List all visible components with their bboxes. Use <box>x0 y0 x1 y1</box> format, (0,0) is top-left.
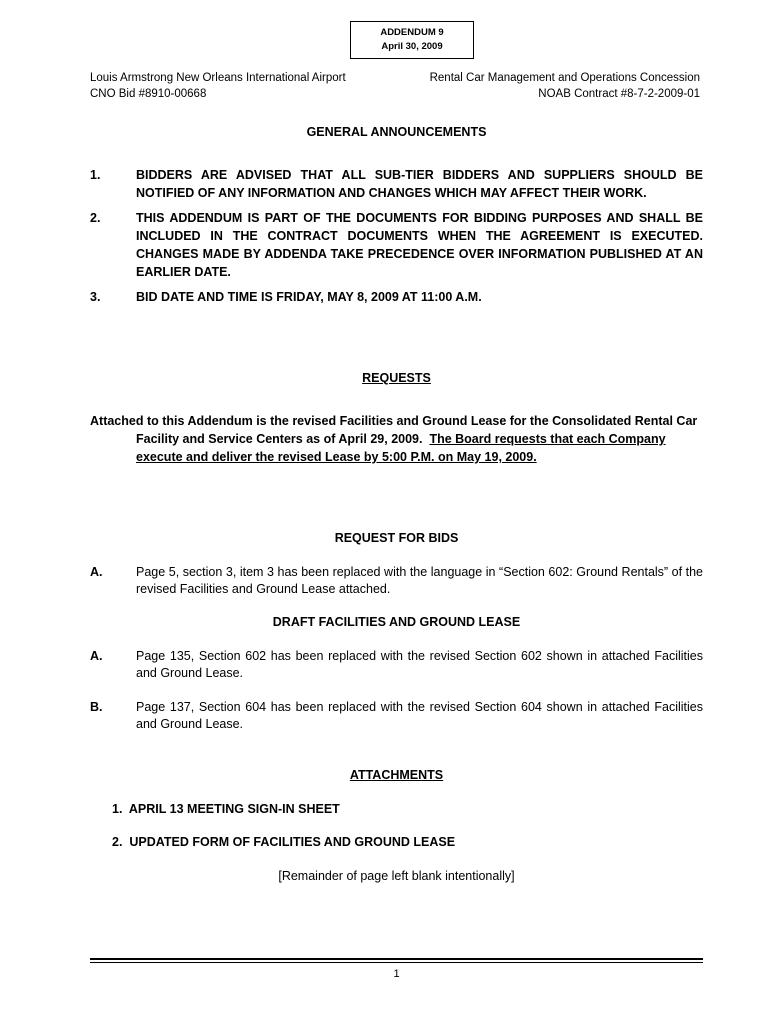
header-left <box>90 70 346 102</box>
requests-paragraph <box>90 412 703 466</box>
requests-line-2-underlined: The Board requests that each Company <box>429 432 666 446</box>
addendum-number: ADDENDUM 9 <box>380 27 444 38</box>
requests-title: REQUESTS <box>362 371 431 385</box>
header-right <box>430 70 700 102</box>
draft-lease-title: DRAFT FACILITIES AND GROUND LEASE <box>272 615 521 629</box>
general-item-2-num: 2. <box>90 211 101 225</box>
general-item-3-num: 3. <box>90 290 101 304</box>
draft-item-b-letter: B. <box>90 700 103 714</box>
rfb-item-a-text: Page 5, section 3, item 3 has been replaced with the language in “Section 602: Ground Rentals” of the revised Facilities and Ground Lease attached. <box>136 565 703 596</box>
general-announcements-title: GENERAL ANNOUNCEMENTS <box>306 125 487 139</box>
contract-number: NOAB Contract #8-7-2-2009-01 <box>538 88 700 100</box>
concession-name: Rental Car Management and Operations Concession <box>429 72 700 84</box>
draft-item-a-letter: A. <box>90 649 103 663</box>
addendum-box <box>350 21 474 59</box>
requests-line-2 <box>90 430 703 448</box>
blank-page-note: [Remainder of page left blank intentionally] <box>278 869 515 883</box>
requests-line-3: execute and deliver the revised Lease by 5:00 P.M. on May 19, 2009. <box>136 450 537 464</box>
page-number: 1 <box>393 968 400 980</box>
footer-rule-thin <box>90 962 703 963</box>
addendum-date: April 30, 2009 <box>381 41 443 52</box>
attachments-title: ATTACHMENTS <box>349 768 444 782</box>
requests-line-1: Attached to this Addendum is the revised Facilities and Ground Lease for the Consolidated Rental Car <box>90 414 698 428</box>
draft-item-b-text: Page 137, Section 604 has been replaced with the revised Section 604 shown in attached Facilities and Ground Lease. <box>136 700 703 731</box>
request-for-bids-title: REQUEST FOR BIDS <box>334 531 459 545</box>
attachment-item-1: 1. APRIL 13 MEETING SIGN-IN SHEET <box>112 802 340 816</box>
airport-name: Louis Armstrong New Orleans International Airport <box>90 72 346 84</box>
general-item-1-text: BIDDERS ARE ADVISED THAT ALL SUB-TIER BIDDERS AND SUPPLIERS SHOULD BE NOTIFIED OF ANY INFORMATION AND CHANGES WHICH MAY AFFECT THEIR WORK. <box>136 168 703 200</box>
attachment-item-2: 2. UPDATED FORM OF FACILITIES AND GROUND LEASE <box>112 835 456 849</box>
general-item-3-text: BID DATE AND TIME IS FRIDAY, MAY 8, 2009 AT 11:00 A.M. <box>136 290 482 304</box>
rfb-item-a-letter: A. <box>90 565 103 579</box>
draft-item-a-text: Page 135, Section 602 has been replaced with the revised Section 602 shown in attached Facilities and Ground Lease. <box>136 649 703 680</box>
requests-line-2-plain: Facility and Service Centers as of April 29, 2009. <box>136 432 423 446</box>
bid-number: CNO Bid #8910-00668 <box>90 88 207 100</box>
general-item-1-num: 1. <box>90 168 101 182</box>
general-item-2-text: THIS ADDENDUM IS PART OF THE DOCUMENTS FOR BIDDING PURPOSES AND SHALL BE INCLUDED IN THE CONTRACT DOCUMENTS WHEN THE AGREEMENT IS EXECUTED. CHANGES MADE BY ADDENDA TAKE PRECEDENCE OVER INFORMATION PUBLISHED AT AN EARLIER DATE. <box>136 211 703 279</box>
footer-rule-thick <box>90 958 703 960</box>
